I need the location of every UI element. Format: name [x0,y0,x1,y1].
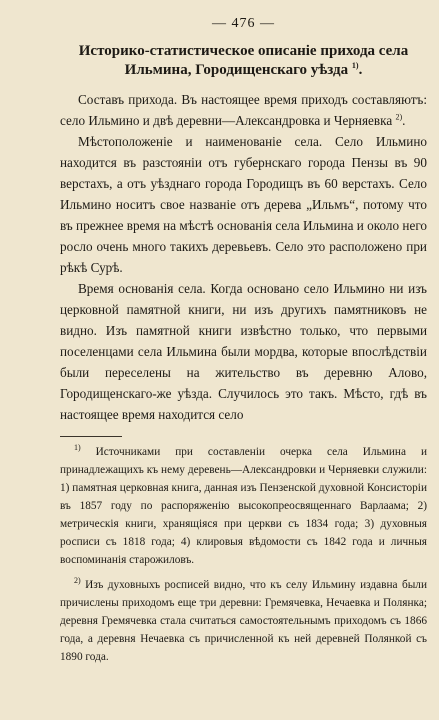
footnote-ref-2: 2) [395,112,403,122]
footnote-mark-1: 1) [74,443,81,453]
title-text: Историко-статистическое описаніе прихода села Ильмина, Городищенскаго уѣзда [78,43,409,78]
paragraph-parish-composition: Составъ прихода. Въ настоящее время приходъ составляютъ: село Ильмино и двѣ деревни—Александровка и Черняевка $^{2)}$. [60,92,427,128]
footnote-2: $^{2)}$ Изъ духовныхъ росписей видно, что къ селу Ильмину издавна были причислены приходомъ еще три деревни: Гремячевка, Нечаевка и Полянка; деревня Гремячевка стала считаться самостоятельнымъ приходомъ съ 1866 года, а деревня Нечаевка съ причисленной къ ней деревней Полянкой съ 1890 года. [60,576,427,663]
footnote-mark-2: 2) [74,576,81,586]
footnote-divider [60,436,122,437]
page-number: — 476 — [212,16,275,31]
footnote-1: $^{1)}$ Источниками при составленіи очерка села Ильмина и принадлежащихъ къ нему деревень—Александровки и Черняевки служили: 1) памятная церковная книга, данная изъ Пензенской духовной Консисторіи въ 1857 году по распоряженію высокопреосвященнаго Варлаама; 2) метрическія книги, хранящіяся при церкви съ 1834 года; 3) духовныя росписи съ 1818 года; 4) клировыя вѣдомости съ 1842 года и личныя воспоминанія старожиловъ. [60,443,427,566]
article-title: Историко-статистическое описаніе прихода села Ильмина, Городищенскаго уѣзда $^{1)}$. [78,43,409,78]
title-footnote-mark: 1) [351,61,359,70]
paragraph-founding: Время основанія села. Когда основано село Ильмино ни изъ церковной памятной книги, ни изъ другихъ памятниковъ не видно. Изъ памятной книги извѣстно только, что первыми поселенцами села Ильмина были мордва, которые впослѣдствіи были переселены на жительство въ деревню Алово, Городищенскаго-же уѣзда. Случилось это такъ. Мѣсто, гдѣ въ настоящее время находится село [60,281,427,422]
paragraph-location: Мѣстоположеніе и наименованіе села. Село Ильмино находится въ разстояніи отъ губернскаго города Пензы въ 90 верстахъ, а отъ уѣзднаго города Городищъ въ 60 верстахъ. Село Ильмино носитъ свое названіе отъ дерева „Ильмъ“, потому что въ прежнее время на мѣстѣ основанія села Ильмина и около него росло очень много такихъ деревьевъ. Село это расположено при рѣкѣ Сурѣ. [60,134,427,275]
